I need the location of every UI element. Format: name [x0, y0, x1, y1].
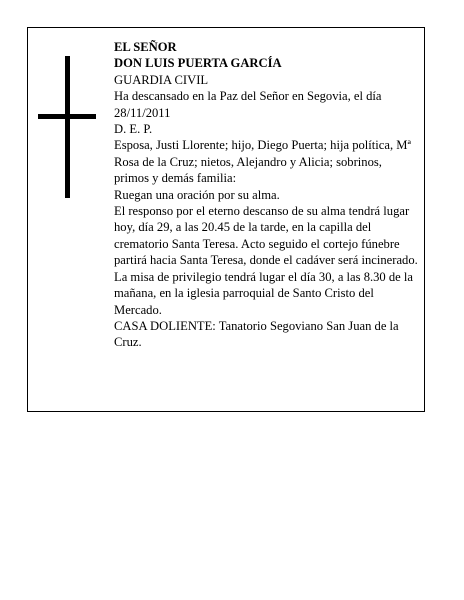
death-statement: Ha descansado en la Paz del Señor en Segovia, el día 28/11/2011 [114, 89, 382, 120]
mourning-house: CASA DOLIENTE: Tanatorio Segoviano San Juan de la Cruz. [114, 318, 399, 350]
deceased-title: GUARDIA CIVIL [114, 72, 209, 87]
deceased-name: DON LUIS PUERTA GARCÍA [114, 56, 282, 71]
notice-text [114, 39, 419, 351]
ceremony-details: El responso por el eterno descanso de su alma tendrá lugar hoy, día 29, a las 20.45 de la tarde, en la capilla del crematorio Santa Teresa. Acto seguido el cortejo fúnebre partirá hacia Santa Teresa, donde el cadáver será incinerado. La misa de privilegio tendrá lugar el día 30, a las 8.30 de la mañana, en la iglesia parroquial de Santo Cristo del Mercado. [114, 204, 418, 317]
latin-cross-icon [38, 56, 96, 198]
prayer-request: Ruegan una oración por su alma. [114, 187, 280, 202]
obituary-notice [27, 27, 425, 412]
cross-vertical-bar [65, 56, 70, 198]
rip-text: D. E. P. [114, 122, 153, 137]
cross-horizontal-bar [38, 114, 96, 119]
family-text: Esposa, Justi Llorente; hijo, Diego Puerta; hija política, Mª Rosa de la Cruz; nietos, Alejandro y Alicia; sobrinos, primos y demás familia: [114, 138, 411, 186]
notice-honorific: EL SEÑOR [114, 40, 177, 54]
